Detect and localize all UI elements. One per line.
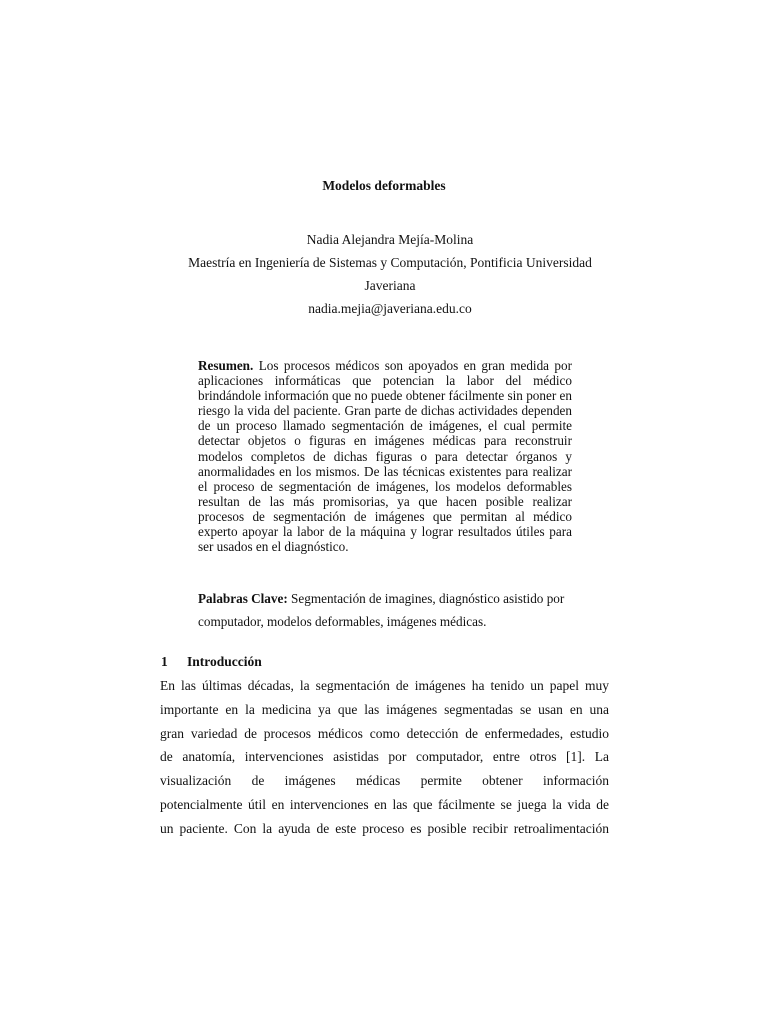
keywords bbox=[198, 587, 574, 633]
body-line: visualización de imágenes médicas permite obtener información bbox=[160, 773, 609, 789]
affiliation-line-2: Javeriana bbox=[364, 278, 416, 293]
author-block bbox=[150, 228, 630, 320]
abstract-label: Resumen. bbox=[198, 358, 259, 373]
body-line: gran variedad de procesos médicos como detección de enfermedades, estudio bbox=[160, 725, 609, 741]
author-name: Nadia Alejandra Mejía-Molina bbox=[306, 232, 474, 247]
paper-title: Modelos deformables bbox=[322, 178, 446, 193]
abstract bbox=[198, 358, 572, 554]
body-line: un paciente. Con la ayuda de este proceso es posible recibir retroalimentación bbox=[160, 820, 609, 836]
body-line: En las últimas décadas, la segmentación de imágenes ha tenido un papel muy bbox=[160, 678, 609, 693]
section-body bbox=[160, 674, 609, 841]
body-line: de anatomía, intervenciones asistidas por computador, entre otros [1]. La bbox=[160, 749, 609, 765]
keywords-text: Segmentación de imagines, diagnóstico asistido por computador, modelos deformables, imágenes médicas. bbox=[198, 591, 565, 629]
affiliation-line-1: Maestría en Ingeniería de Sistemas y Computación, Pontificia Universidad bbox=[188, 255, 592, 270]
abstract-text: Los procesos médicos son apoyados en gran medida por aplicaciones informáticas que potencian la labor del médico brindándole información que no puede obtener fácilmente sin poner en riesgo la vida del paciente. Gran parte de dichas actividades dependen de un proceso llamado segmentación de imágenes, el cual permite detectar objetos o figuras en imágenes médicas para reconstruir modelos completos de dichas figuras o para detectar órganos y anormalidades en los mismos. De las técnicas existentes para realizar el proceso de segmentación de imágenes, los modelos deformables resultan de las más promisorias, ya que hacen posible realizar procesos de segmentación de imágenes que permitan al médico experto apoyar la labor de la máquina y lograr resultados útiles para ser usados en el diagnóstico. bbox=[198, 358, 572, 555]
section-number: 1 bbox=[161, 654, 168, 669]
section-title: Introducción bbox=[187, 654, 262, 669]
body-line: potencialmente útil en intervenciones en las que fácilmente se juega la vida de bbox=[160, 796, 609, 812]
author-email: nadia.mejia@javeriana.edu.co bbox=[308, 301, 472, 316]
keywords-label: Palabras Clave: bbox=[198, 591, 292, 606]
section-heading bbox=[161, 653, 262, 671]
body-line: importante en la medicina ya que las imágenes segmentadas se usan en una bbox=[160, 701, 609, 717]
